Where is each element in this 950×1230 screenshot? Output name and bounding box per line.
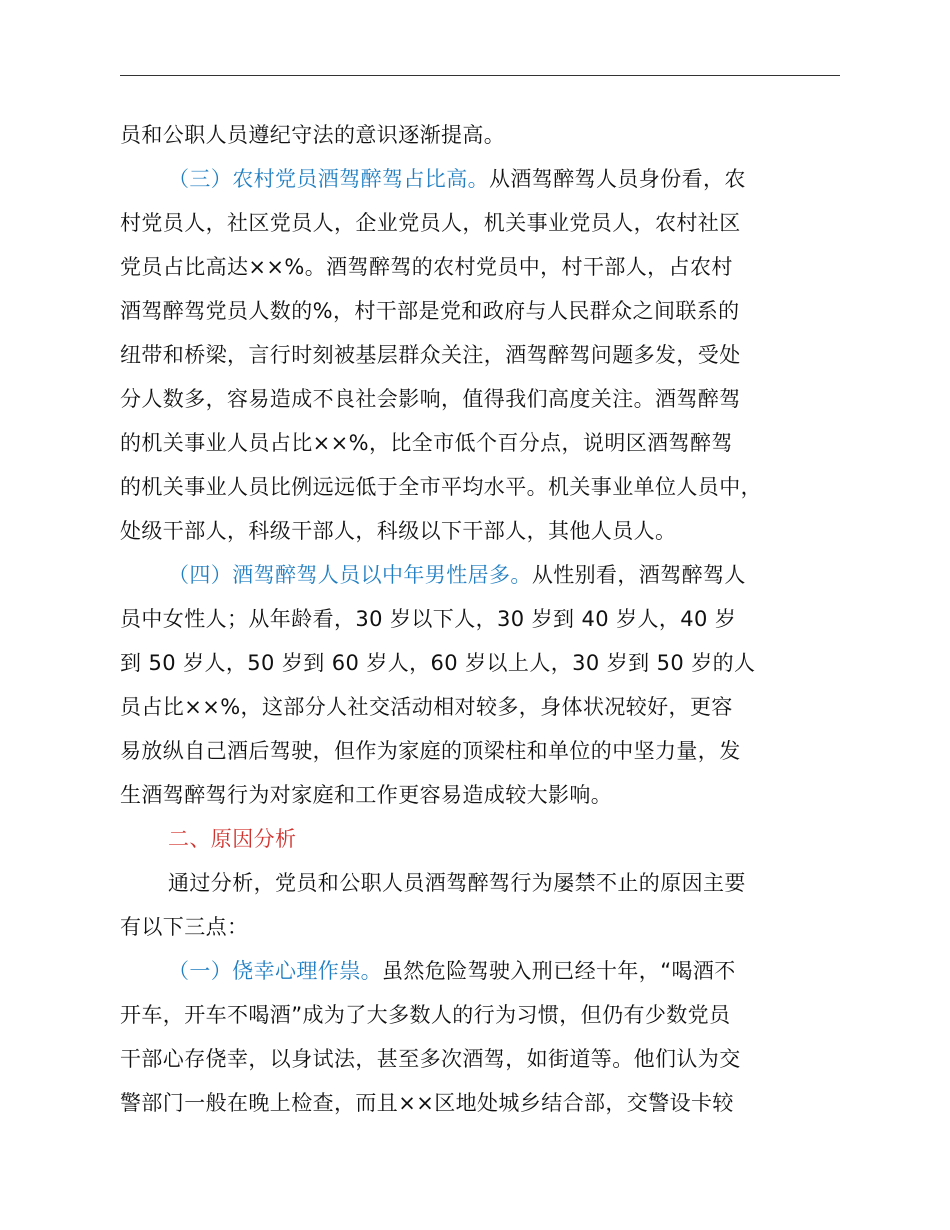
line-text: 干部心存侥幸，以身试法，甚至多次酒驾，如街道等。他们认为交 (120, 1047, 741, 1071)
text-line (120, 773, 840, 817)
text-line (120, 905, 840, 949)
text-line (120, 1037, 840, 1081)
line-text: 村党员人，社区党员人，企业党员人，机关事业党员人，农村社区 (120, 211, 741, 235)
subheading-middle-aged-men: （四）酒驾醉驾人员以中年男性居多。 (168, 563, 532, 587)
line-text: 处级干部人，科级干部人，科级以下干部人，其他人员人。 (120, 519, 677, 543)
text-line (120, 289, 840, 333)
line-text: 从性别看，酒驾醉驾人 (531, 563, 746, 587)
line-text: 纽带和桥梁，言行时刻被基层群众关注，酒驾醉驾问题多发，受处 (120, 343, 741, 367)
line-text: 酒驾醉驾党员人数的%，村干部是党和政府与人民群众之间联系的 (120, 299, 740, 323)
line-text: 的机关事业人员占比××%，比全市低个百分点，说明区酒驾醉驾 (120, 431, 733, 455)
text-line (120, 465, 840, 509)
text-line (120, 201, 840, 245)
text-line (120, 509, 840, 553)
text-line (120, 113, 840, 157)
line-text: 员和公职人员遵纪守法的意识逐渐提高。 (120, 123, 506, 147)
line-text: 生酒驾醉驾行为对家庭和工作更容易造成较大影响。 (120, 783, 613, 807)
line-text: 虽然危险驾驶入刑已经十年，“喝酒不 (382, 959, 736, 983)
paragraph-start (120, 949, 840, 993)
subheading-rural-party-members: （三）农村党员酒驾醉驾占比高。 (168, 167, 489, 191)
text-line (120, 333, 840, 377)
line-text: 从酒驾醉驾人员身份看，农 (489, 167, 746, 191)
text-line (120, 641, 840, 685)
line-text: 到 50 岁人，50 岁到 60 岁人，60 岁以上人，30 岁到 50 岁的人 (120, 651, 756, 675)
line-text: 分人数多，容易造成不良社会影响，值得我们高度关注。酒驾醉驾 (120, 387, 741, 411)
line-text: 员中女性人；从年龄看，30 岁以下人，30 岁到 40 岁人，40 岁 (120, 607, 737, 631)
text-line (120, 245, 840, 289)
line-text: 员占比××%，这部分人社交活动相对较多，身体状况较好，更容 (120, 695, 733, 719)
header-rule (120, 75, 840, 76)
section-heading-line (120, 817, 840, 861)
paragraph-start (120, 553, 840, 597)
text-line (120, 729, 840, 773)
line-text: 易放纵自己酒后驾驶，但作为家庭的顶梁柱和单位的中坚力量，发 (120, 739, 741, 763)
text-line (120, 993, 840, 1037)
text-line (120, 377, 840, 421)
line-text: 有以下三点： (120, 915, 249, 939)
line-text: 通过分析，党员和公职人员酒驾醉驾行为屡禁不止的原因主要 (168, 871, 746, 895)
text-line (120, 597, 840, 641)
section-heading-cause-analysis: 二、原因分析 (168, 827, 297, 851)
text-line (120, 421, 840, 465)
line-text: 党员占比高达××%。酒驾醉驾的农村党员中，村干部人，占农村 (120, 255, 733, 279)
text-line (120, 1081, 840, 1125)
body-text (120, 113, 840, 1125)
line-text: 开车，开车不喝酒”成为了大多数人的行为习惯，但仍有少数党员 (120, 1003, 731, 1027)
paragraph-start (120, 861, 840, 905)
line-text: 警部门一般在晚上检查，而且××区地处城乡结合部，交警设卡较 (120, 1091, 734, 1115)
line-text: 的机关事业人员比例远远低于全市平均水平。机关事业单位人员中， (120, 475, 762, 499)
paragraph-start (120, 157, 840, 201)
text-line (120, 685, 840, 729)
subheading-luck-mentality: （一）侥幸心理作祟。 (168, 959, 382, 983)
